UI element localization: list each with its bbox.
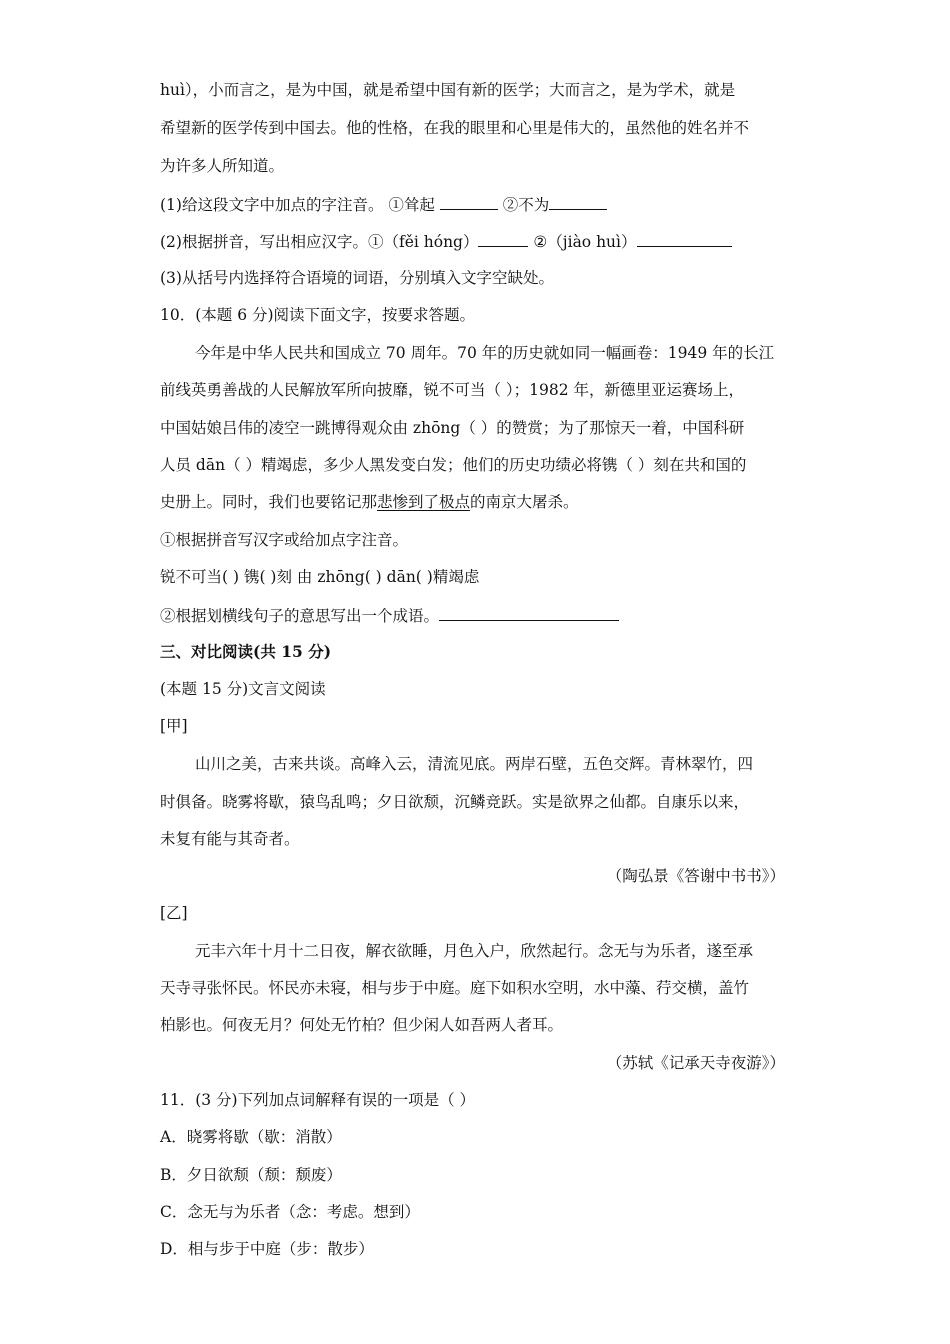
q10-title: 10．(本题 6 分)阅读下面文字，按要求答题。 <box>160 306 476 324</box>
q11-title: 11．(3 分)下列加点词解释有误的一项是（ ） <box>160 1091 476 1109</box>
answer-blank[interactable] <box>478 230 528 247</box>
passage-line: 希望新的医学传到中国去。他的性格，在我的眼里和心里是伟大的，虽然他的姓名并不 <box>160 119 750 137</box>
q10-sub1-fill: 锐不可当( ) 镌( )刻 由 zhōng( ) dān( )精竭虑 <box>160 568 480 586</box>
section-intro: (本题 15 分)文言文阅读 <box>160 680 326 698</box>
answer-blank[interactable] <box>549 193 607 210</box>
passage-line: 山川之美，古来共谈。高峰入云，清流见底。两岸石壁，五色交辉。青林翠竹，四 <box>195 755 754 773</box>
passage-line: 时俱备。晓雾将歇，猿鸟乱鸣；夕日欲颓，沉鳞竞跃。实是欲界之仙都。自康乐以来， <box>160 793 750 811</box>
passage-line: 中国姑娘吕伟的凌空一跳博得观众由 zhōng（ ）的赞赏；为了那惊天一着，中国科研 <box>160 419 745 437</box>
q10-sub2: ②根据划横线句子的意思写出一个成语。 <box>160 604 619 626</box>
passage-line: huì），小而言之，是为中国，就是希望中国有新的医学；大而言之，是为学术，就是 <box>160 81 736 99</box>
passage-line: 为许多人所知道。 <box>160 157 285 175</box>
option-c[interactable]: C．念无与为乐者（念：考虑。想到） <box>160 1203 420 1221</box>
text-label-yi: [乙] <box>160 904 188 922</box>
passage-line: 天寺寻张怀民。怀民亦未寝，相与步于中庭。庭下如积水空明，水中藻、荇交横，盖竹 <box>160 979 750 997</box>
section-heading: 三、对比阅读(共 15 分) <box>160 642 332 661</box>
answer-blank[interactable] <box>439 604 619 621</box>
passage-line: 前线英勇善战的人民解放军所向披靡，锐不可当（ ）；1982 年，新德里亚运赛场上， <box>160 381 745 399</box>
option-b[interactable]: B．夕日欲颓（颓：颓废） <box>160 1166 342 1184</box>
passage-line: 元丰六年十月十二日夜，解衣欲睡，月色入户，欣然起行。念无与为乐者，遂至承 <box>195 942 754 960</box>
underlined-phrase: 悲惨到了极点 <box>377 493 471 511</box>
q10-sub1: ①根据拼音写汉字或给加点字注音。 <box>160 531 409 549</box>
option-a[interactable]: A．晓雾将歇（歇：消散） <box>160 1128 342 1146</box>
answer-blank[interactable] <box>637 230 732 247</box>
q9-sub1: (1)给这段文字中加点的字注音。 ①耸起 ②不为 <box>160 193 607 215</box>
source-citation: （苏轼《记承天寺夜游》） <box>606 1054 785 1072</box>
source-citation: （陶弘景《答谢中书书》） <box>606 867 785 885</box>
passage-line: 史册上。同时，我们也要铭记那悲惨到了极点的南京大屠杀。 <box>160 493 579 511</box>
passage-line: 柏影也。何夜无月？何处无竹柏？但少闲人如吾两人者耳。 <box>160 1016 564 1034</box>
passage-line: 人员 dān（ ）精竭虑，多少人黑发变白发；他们的历史功绩必将镌（ ）刻在共和国的 <box>160 456 747 474</box>
passage-line: 未复有能与其奇者。 <box>160 830 300 848</box>
answer-blank[interactable] <box>440 193 498 210</box>
q9-sub3: (3)从括号内选择符合语境的词语，分别填入文字空缺处。 <box>160 269 554 287</box>
text-label-jia: [甲] <box>160 717 188 735</box>
passage-line: 今年是中华人民共和国成立 70 周年。70 年的历史就如同一幅画卷：1949 年的长江 <box>195 344 775 362</box>
q9-sub2: (2)根据拼音，写出相应汉字。①（fěi hóng） ②（jiào huì） <box>160 230 732 252</box>
option-d[interactable]: D．相与步于中庭（步：散步） <box>160 1240 374 1258</box>
